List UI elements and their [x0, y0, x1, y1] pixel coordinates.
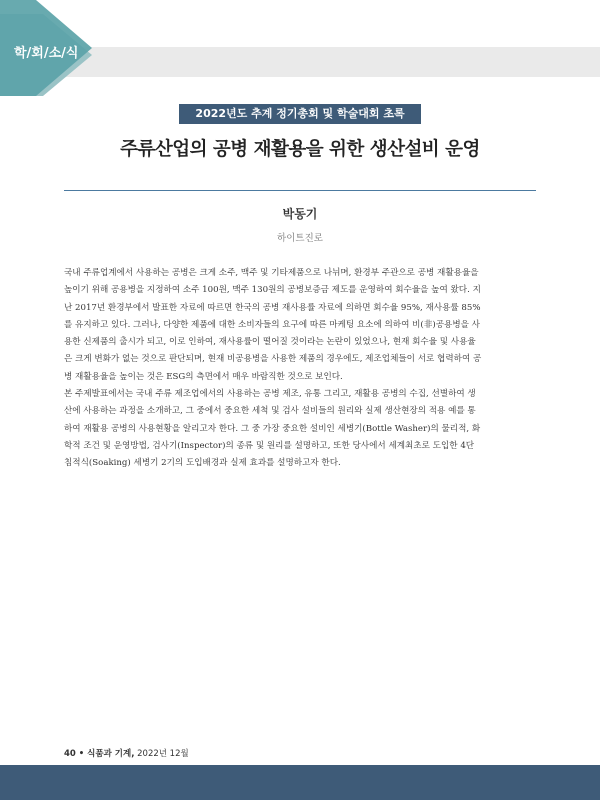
issue-date: 2022년 12월: [134, 749, 189, 759]
section-tag: 학/회/소/식: [14, 46, 79, 61]
page-number-journal: 40 • 식품과 기계,: [64, 749, 135, 759]
author-name: 박동기: [282, 207, 318, 221]
footer-bar: [0, 765, 600, 800]
body-line: 병 재활용율을 높이는 것은 ESG의 측면에서 매우 바람직한 것으로 보인다.: [64, 371, 343, 382]
body-line: 높이기 위해 공용병을 지정하여 소주 100원, 맥주 130원의 공병보증금 제도를 운영하여 회수율을 높여 왔다. 지: [64, 285, 481, 296]
body-line: 학적 조건 및 운영방법, 검사기(Inspector)의 종류 및 원리를 설명하고, 또한 당사에서 세계최초로 도입한 4단: [64, 440, 475, 451]
body-line: 본 주제발표에서는 국내 주류 제조업에서의 사용하는 공병 제조, 유통 그리고, 재활용 공병의 수집, 선별하여 생: [64, 389, 476, 400]
conference-banner: 2022년도 추계 정기총회 및 학술대회 초록: [179, 104, 421, 124]
body-line: 국내 주류업계에서 사용하는 공병은 크게 소주, 맥주 및 기타제품으로 나뉘며, 환경부 주관으로 공병 재활용율을: [64, 268, 479, 278]
body-line: 은 크게 변화가 없는 것으로 판단되며, 현재 비공용병을 사용한 제품의 경우에도, 제조업체들이 서로 협력하여 공: [64, 354, 482, 365]
article-body: [64, 265, 536, 473]
page-footer: [64, 747, 189, 759]
body-line: 를 유지하고 있다. 그러나, 다양한 제품에 대한 소비자들의 요구에 따른 마케팅 요소에 의하여 비(非)공용병을 사: [64, 319, 480, 330]
body-line: 산에 사용하는 과정을 소개하고, 그 중에서 중요한 세척 및 검사 설비들의 원리와 실제 생산현장의 적용 예를 통: [64, 406, 476, 417]
body-line: 용한 신제품의 출시가 되고, 이로 인하여, 재사용률이 떨어질 것이라는 논란이 있었으나, 현재 회수율 및 사용율: [64, 337, 476, 348]
title-divider: [64, 190, 536, 191]
body-line: 침적식(Soaking) 세병기 2기의 도입배경과 실제 효과를 설명하고자 한다.: [64, 458, 341, 469]
article-title: 주류산업의 공병 재활용을 위한 생산설비 운영: [120, 139, 480, 160]
body-line: 난 2017년 환경부에서 발표한 자료에 따르면 한국의 공병 재사용률 자료에 의하면 회수율 95%, 재사용률 85%: [64, 302, 481, 313]
author-affiliation: 하이트진로: [277, 233, 323, 244]
body-line: 하여 재활용 공병의 사용현황을 알리고자 한다. 그 중 가장 중요한 설비인 세병기(Bottle Washer)의 물리적, 화: [64, 423, 481, 434]
